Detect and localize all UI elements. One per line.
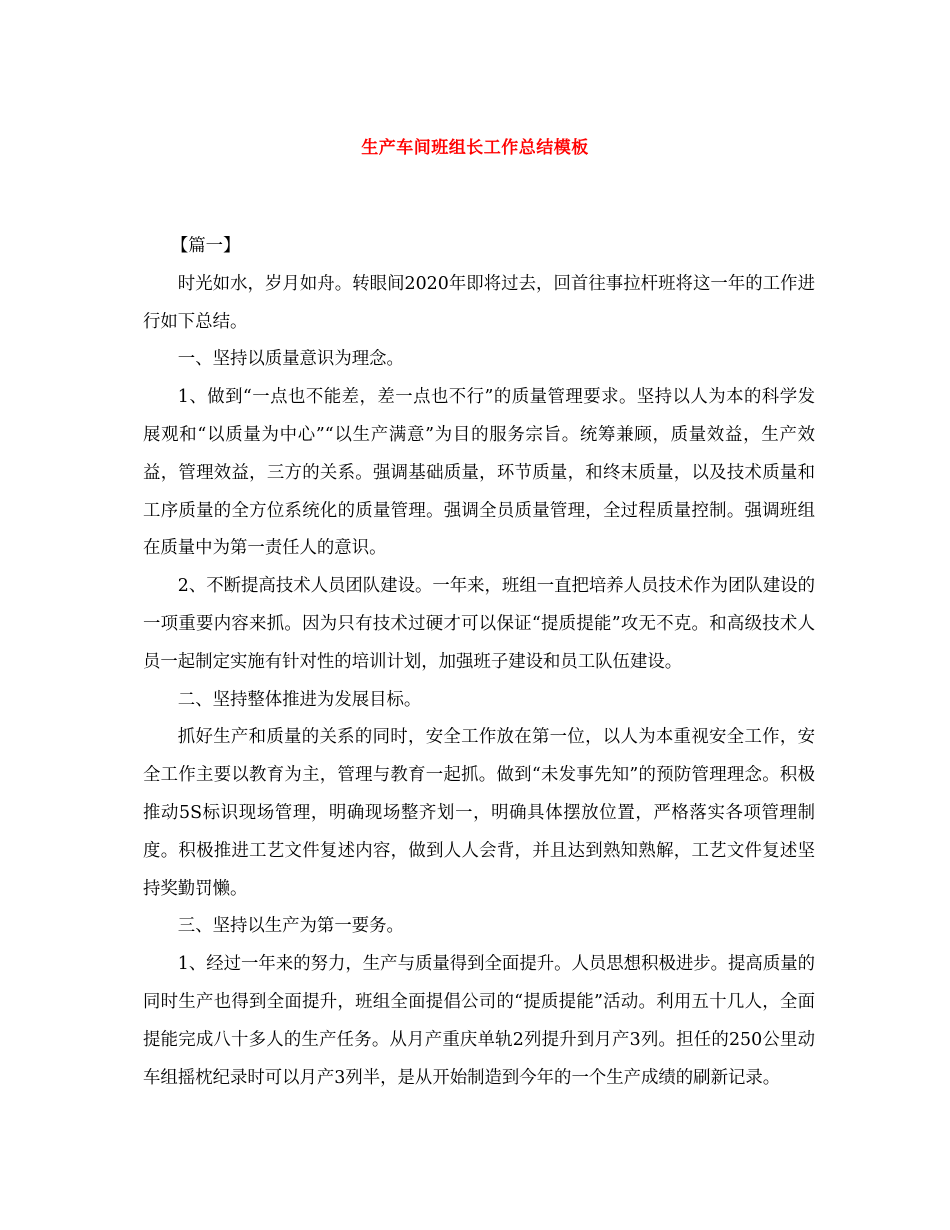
section-heading-3: 三、坚持以生产为第一要务。 bbox=[177, 916, 404, 937]
paragraph-intro: 时光如水，岁月如舟。转眼间2020年即将过去，回首往事拉杆班将这一年的工作进行如下总结。 bbox=[143, 273, 815, 332]
paragraph-production: 1、经过一年来的努力，生产与质量得到全面提升。人员思想积极进步。提高质量的同时生产也得到全面提升，班组全面提倡公司的“提质提能”活动。利用五十几人，全面提能完成八十多人的生产任务。从月产重庆单轨2列提升到月产3列。担任的250公里动车组摇枕纪录时可以月产3列半，是从开始制造到今年的一个生产成绩的刷新记录。 bbox=[143, 954, 815, 1088]
section-heading-2: 二、坚持整体推进为发展目标。 bbox=[177, 689, 422, 710]
document-body bbox=[143, 228, 815, 1097]
paragraph-team-building: 2、不断提高技术人员团队建设。一年来，班组一直把培养人员技术作为团队建设的一项重要内容来抓。因为只有技术过硬才可以保证“提质提能”攻无不克。和高级技术人员一起制定实施有针对性的培训计划，加强班子建设和员工队伍建设。 bbox=[143, 576, 815, 672]
paragraph-quality-management: 1、做到“一点也不能差，差一点也不行”的质量管理要求。坚持以人为本的科学发展观和“以质量为中心”“以生产满意”为目的服务宗旨。统筹兼顾，质量效益，生产效益，管理效益，三方的关系。强调基础质量，环节质量，和终末质量，以及技术质量和工序质量的全方位系统化的质量管理。强调全员质量管理，全过程质量控制。强调班组在质量中为第一责任人的意识。 bbox=[143, 387, 815, 559]
section-label: 【篇一】 bbox=[170, 236, 241, 256]
document-title: 生产车间班组长工作总结模板 bbox=[361, 138, 589, 158]
paragraph-safety: 抓好生产和质量的关系的同时，安全工作放在第一位，以人为本重视安全工作，安全工作主要以教育为主，管理与教育一起抓。做到“未发事先知”的预防管理理念。积极推动5S标识现场管理，明确现场整齐划一，明确具体摆放位置，严格落实各项管理制度。积极推进工艺文件复述内容，做到人人会背，并且达到熟知熟解，工艺文件复述坚持奖勤罚懒。 bbox=[143, 727, 815, 899]
section-heading-1: 一、坚持以质量意识为理念。 bbox=[177, 349, 404, 370]
